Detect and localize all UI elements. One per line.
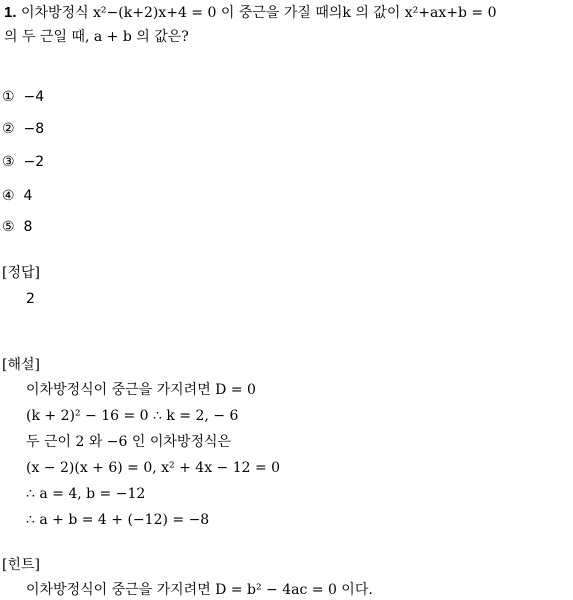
choice-1-value: −4 [23, 89, 45, 105]
choice-2-value: −8 [23, 121, 45, 137]
solution-line-4: (x − 2)(x + 6) = 0, x² + 4x − 12 = 0 [26, 460, 281, 476]
question-text-1: 이차방정식 x²−(k+2)x+4 = 0 이 중근을 가질 때의k 의 값이 x²+ax+b = 0 [20, 5, 497, 21]
solution-line-5: ∴ a = 4, b = −12 [26, 486, 146, 502]
choice-2-marker: ② [2, 121, 15, 137]
choice-5-marker: ⑤ [2, 219, 15, 235]
choice-3-marker: ③ [2, 154, 15, 170]
question-number: 1. [4, 4, 17, 21]
solution-line-1: 이차방정식이 중근을 가지려면 D = 0 [26, 382, 256, 398]
choice-4-marker: ④ [2, 188, 15, 204]
solution-heading: [해설] [2, 357, 40, 373]
question-text-2: 의 두 근일 때, a + b 의 값은? [4, 29, 189, 45]
solution-line-2: (k + 2)² − 16 = 0 ∴ k = 2, − 6 [26, 408, 239, 424]
choice-1-marker: ① [2, 89, 15, 105]
question-line-2 [4, 28, 189, 46]
choice-4-value: 4 [23, 188, 33, 204]
choice-5[interactable] [2, 218, 32, 236]
choice-1[interactable] [2, 88, 44, 106]
choice-5-value: 8 [23, 219, 33, 235]
answer-value: 2 [26, 291, 35, 307]
solution-line-6: ∴ a + b = 4 + (−12) = −8 [26, 512, 210, 528]
choice-3[interactable] [2, 153, 44, 171]
answer-heading: [정답] [2, 265, 40, 281]
hint-text: 이차방정식이 중근을 가지려면 D = b² − 4ac = 0 이다. [26, 582, 373, 598]
choice-2[interactable] [2, 120, 44, 138]
hint-heading: [힌트] [2, 557, 40, 573]
question-line-1 [4, 4, 497, 22]
choice-4[interactable] [2, 187, 32, 205]
choice-3-value: −2 [23, 154, 45, 170]
solution-line-3: 두 근이 2 와 −6 인 이차방정식은 [26, 434, 232, 450]
